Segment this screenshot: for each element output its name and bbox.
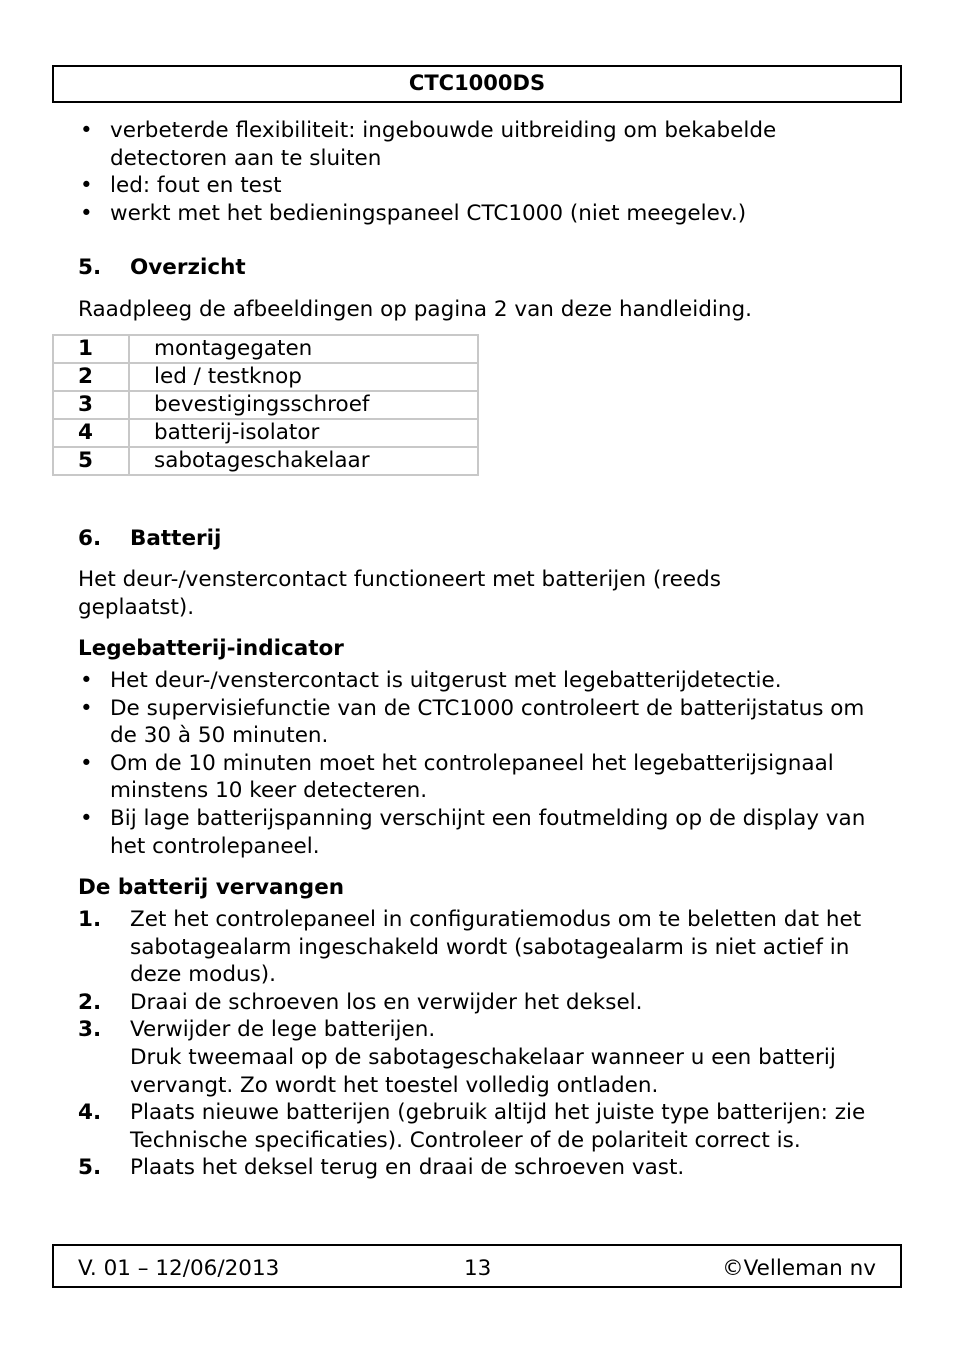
bullet-icon: • — [80, 695, 93, 721]
footer-version: V. 01 – 12/06/2013 — [78, 1256, 280, 1281]
subheading-indicator: Legebatterij-indicator — [78, 636, 344, 661]
list-item: 3. Verwijder de lege batterijen. Druk tweemaal op de sabotageschakelaar wanneer u een batterij vervangt. Zo wordt het toestel volledig ontladen. — [78, 1017, 836, 1098]
list-item: • Het deur-/venstercontact is uitgerust met legebatterijdetectie. — [80, 668, 782, 693]
replace-steps-list — [78, 906, 898, 1182]
list-item: 2. Draai de schroeven los en verwijder het deksel. — [78, 989, 643, 1015]
section5-text: Raadpleeg de afbeeldingen op pagina 2 van deze handleiding. — [78, 297, 752, 322]
bullet-icon: • — [80, 668, 93, 693]
parts-table — [52, 334, 479, 476]
page-footer — [52, 1244, 902, 1288]
bullet-icon: • — [80, 118, 93, 143]
list-item: • werkt met het bedieningspaneel CTC1000 (niet meegelev.) — [80, 200, 747, 226]
table-row: 2 led / testknop — [53, 363, 478, 391]
list-item: • led: fout en test — [80, 173, 282, 199]
list-item: 5. Plaats het deksel terug en draai de schroeven vast. — [78, 1155, 685, 1181]
bullet-icon: • — [80, 805, 93, 831]
table-row: 1 montagegaten — [53, 335, 478, 363]
section-heading-overzicht: 5. Overzicht — [78, 255, 246, 280]
page-header — [52, 65, 902, 103]
bullet-icon: • — [80, 200, 93, 226]
footer-page-number: 13 — [464, 1256, 492, 1281]
list-item: • De supervisiefunctie van de CTC1000 controleert de batterijstatus om de 30 à 50 minuten. — [80, 695, 865, 749]
list-item: • verbeterde flexibiliteit: ingebouwde uitbreiding om bekabelde detectoren aan te sluiten — [80, 118, 777, 171]
list-item: 4. Plaats nieuwe batterijen (gebruik altijd het juiste type batterijen: zie Technische specificaties). Controleer of de polariteit correct is. — [78, 1100, 866, 1153]
header-title: CTC1000DS — [408, 71, 546, 96]
bullet-icon: • — [80, 173, 93, 199]
list-item: • Om de 10 minuten moet het controlepaneel het legebatterijsignaal minstens 10 keer detecteren. — [80, 750, 834, 804]
table-row: 3 bevestigingsschroef — [53, 391, 478, 419]
indicator-bullet-list — [78, 667, 898, 860]
table-row: 4 batterij-isolator — [53, 419, 478, 447]
list-item: 1. Zet het controlepaneel in configuratiemodus om te beletten dat het sabotagealarm ingeschakeld wordt (sabotagealarm is niet actief in deze modus). — [78, 907, 862, 988]
bullet-icon: • — [80, 750, 93, 776]
footer-copyright: ©Velleman nv — [722, 1256, 876, 1281]
section-heading-batterij: 6. Batterij — [78, 526, 222, 551]
intro-bullet-list — [78, 117, 898, 227]
subheading-replace: De batterij vervangen — [78, 875, 345, 900]
table-row: 5 sabotageschakelaar — [53, 447, 478, 475]
list-item: • Bij lage batterijspanning verschijnt een foutmelding op de display van het controlepaneel. — [80, 805, 866, 859]
section6-text: Het deur-/venstercontact functioneert met batterijen (reeds geplaatst). — [78, 567, 721, 620]
